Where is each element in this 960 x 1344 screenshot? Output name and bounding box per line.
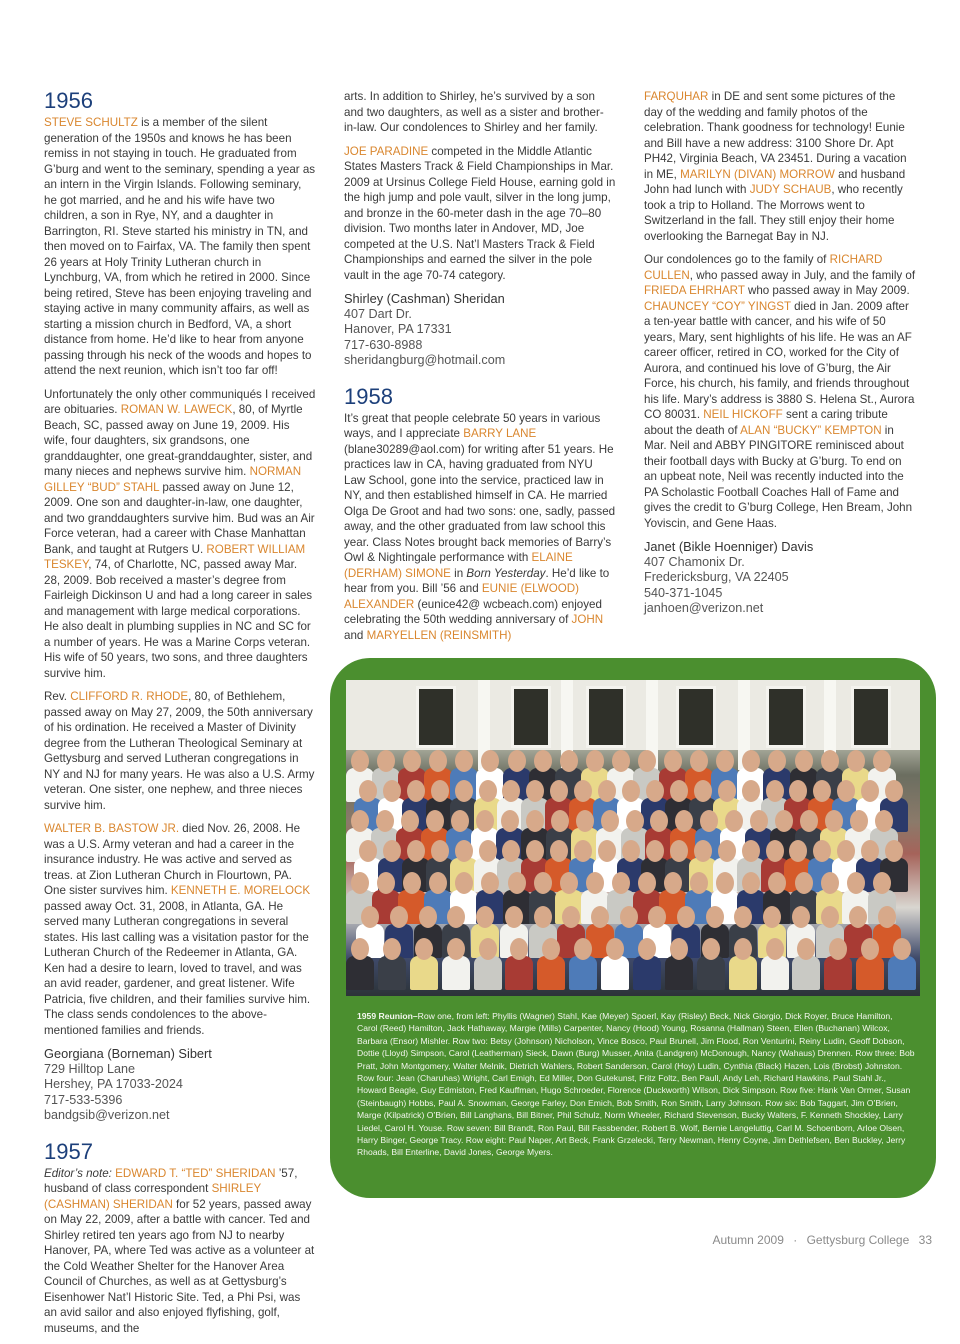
photo-person-head bbox=[873, 750, 891, 772]
text-segment: competed in the Middle Atlantic States Masters Track & Field Championships in Mar. 2009 at Ursinus College Field House, earning gold in the high jump and pole vault, silver in the long jump, and bronze in the 60-meter dash in the age 70–80 division. Two months later in Andover, MD, Joe competed at the U.S. Nat’l Masters Track & Field Championships and earned the silver in the pole vault in the age 70-74 category. bbox=[344, 144, 616, 282]
photo-person-head bbox=[612, 750, 630, 772]
photo-person bbox=[346, 956, 374, 990]
photo-window bbox=[851, 686, 891, 748]
photo-person-head bbox=[574, 938, 592, 960]
photo-person-head bbox=[359, 780, 377, 802]
photo-person-head bbox=[750, 810, 768, 832]
text-segment: and husband John had lunch with bbox=[644, 167, 906, 196]
person-name: FARQUHAR bbox=[644, 90, 709, 103]
photo-person-head bbox=[792, 906, 810, 928]
photo-person-head bbox=[407, 840, 425, 862]
page-footer bbox=[706, 1233, 932, 1247]
text-segment: , who recently took a trip to Holland. The Morrows went to Switzerland in the fall. They still enjoy their home overlooking the Barnegat Bay in NJ. bbox=[644, 183, 903, 243]
photo-person-head bbox=[675, 810, 693, 832]
photo-window bbox=[416, 686, 456, 748]
person-name: MARYELLEN (REINSMITH) bbox=[366, 628, 512, 642]
text-segment: ’57, husband of class correspondent bbox=[44, 1166, 298, 1196]
person-name: ELAINE (DERHAM) SIMONE bbox=[344, 551, 573, 580]
photo-person-head bbox=[476, 906, 494, 928]
photo-person-head bbox=[586, 750, 604, 772]
correspondent-phone: 717-630-8988 bbox=[344, 337, 423, 352]
photo-person-head bbox=[429, 872, 447, 894]
photo-person-head bbox=[505, 906, 523, 928]
person-name: JOE PARADINE bbox=[344, 144, 429, 158]
photo-person-head bbox=[700, 810, 718, 832]
photo-person-head bbox=[534, 750, 552, 772]
photo-person-head bbox=[638, 938, 656, 960]
photo-person-head bbox=[591, 906, 609, 928]
person-name: RICHARD CULLEN bbox=[644, 253, 883, 282]
photo-person-head bbox=[560, 872, 578, 894]
photo-person-head bbox=[694, 780, 712, 802]
text-segment: . He’d like to hear from you. Bill ’56 and bbox=[344, 566, 610, 596]
photo-person-head bbox=[670, 840, 688, 862]
correspondent-street: 729 Hilltop Lane bbox=[44, 1061, 136, 1076]
photo-person-head bbox=[690, 750, 708, 772]
person-name: SHIRLEY (CASHMAN) SHERIDAN bbox=[44, 1182, 261, 1211]
photo-person-head bbox=[716, 872, 734, 894]
photo-person-head bbox=[646, 780, 664, 802]
photo-person-head bbox=[376, 810, 394, 832]
person-name: STEVE SCHULTZ bbox=[44, 116, 138, 129]
photo-person-head bbox=[479, 840, 497, 862]
photo-person-head bbox=[415, 938, 433, 960]
correspondent-email[interactable]: sheridangburg@hotmail.com bbox=[344, 353, 506, 368]
text-segment: sent a caring tribute about the death of bbox=[644, 408, 888, 437]
photo-person-head bbox=[821, 872, 839, 894]
photo-person-head bbox=[351, 810, 369, 832]
photo-person-head bbox=[638, 750, 656, 772]
person-name: NEIL HICKOFF bbox=[703, 408, 783, 421]
photo-person bbox=[856, 956, 884, 990]
photo-person bbox=[410, 956, 438, 990]
photo-person bbox=[888, 956, 916, 990]
photo-person-head bbox=[813, 840, 831, 862]
photo-person-head bbox=[850, 810, 868, 832]
photo-person-head bbox=[861, 780, 879, 802]
photo-person-head bbox=[510, 938, 528, 960]
photo-person-head bbox=[534, 872, 552, 894]
photo-person-head bbox=[419, 906, 437, 928]
column-3 bbox=[644, 89, 916, 627]
correspondent-city: Hanover, PA 17331 bbox=[344, 322, 452, 337]
person-name: NORMAN GILLEY “BUD” STAHL bbox=[44, 465, 302, 494]
text-segment: died Nov. 26, 2008. He was a U.S. Army veteran and had a career in the insurance industry. He was active and served as treas. at Zion Lutheran Church in Flourtown, PA. One sister survives him. bbox=[44, 822, 301, 897]
photo-person-head bbox=[664, 750, 682, 772]
photo-person-head bbox=[766, 780, 784, 802]
text-segment: , who passed away in July, and the family of bbox=[689, 268, 916, 282]
footer-publication: Gettysburg College bbox=[806, 1233, 910, 1247]
photo-person-head bbox=[664, 872, 682, 894]
caption-heading: 1959 Reunion– bbox=[357, 1011, 418, 1021]
photo-person-head bbox=[706, 906, 724, 928]
person-name: EUNIE (ELWOOD) ALEXANDER bbox=[344, 582, 579, 611]
text-segment: in DE and sent some pictures of the day of the wedding and family photos of the celebration. Thank goodness for technology! Eunie and Bill have a new address: 3100 Shore Dr. Apt PH42, Virginia Beach, VA 23451. During a vacation in ME, bbox=[644, 90, 907, 181]
paragraph bbox=[44, 689, 316, 813]
person-name: BARRY LANE bbox=[463, 427, 537, 441]
text-segment: , 74, of Charlotte, NC, passed away Mar. 28, 2009. Bob received a master’s degree from Fairleigh Dickinson U and had a long career in sales and management with large medical corporations. He also dealt in plumbing supplies in NC and SC for a number of years. He was a Marine Corps veteran. His wife of 50 years, two sons, and three daughters survive him. bbox=[44, 558, 313, 680]
person-name: ALAN “BUCKY” KEMPTON bbox=[740, 423, 882, 437]
photo-person-head bbox=[455, 840, 473, 862]
photo-person bbox=[633, 956, 661, 990]
column-2 bbox=[344, 89, 616, 651]
paragraph bbox=[44, 115, 316, 379]
photo-person-head bbox=[873, 872, 891, 894]
photo-person-head bbox=[829, 938, 847, 960]
photo-person-head bbox=[742, 840, 760, 862]
footer-issue: Autumn 2009 bbox=[712, 1233, 784, 1247]
photo-person-head bbox=[825, 810, 843, 832]
photo-person-head bbox=[690, 872, 708, 894]
person-name: EDWARD T. “TED” SHERIDAN bbox=[115, 1166, 276, 1180]
text-segment: in Mar. Neil and ABBY PINGITORE reminisced about their football days with Bucky at G’burg. To end on an upbeat note, Neil was recently inducted into the PA Scholastic Football Coaches Hall of Fame and gives the credit to G’burg College, Hen Bream, John Yoviscin, and Gene Haas. bbox=[644, 423, 913, 530]
correspondent-contact bbox=[644, 539, 916, 617]
photo-person-head bbox=[718, 780, 736, 802]
photo-person-head bbox=[351, 750, 369, 772]
year-heading-1958: 1958 bbox=[344, 383, 393, 409]
photo-person-head bbox=[875, 810, 893, 832]
photo-person-head bbox=[550, 780, 568, 802]
text-segment: (blane30289@aol.com) for writing after 51 years. He practices law in CA, having graduated from NYU Law School, gone into the service, practiced law in NY, and then established himself in CA. He married Olga De Groot and had two sons: one, sadly, passed away, and the other graduated from law school this year. Class Notes brought back memories of Barry’s Owl & Nightingale performance with bbox=[344, 442, 616, 565]
photo-person-head bbox=[550, 840, 568, 862]
photo-window bbox=[676, 686, 716, 748]
person-name: FRIEDA EHRHART bbox=[644, 284, 745, 297]
photo-person-head bbox=[861, 938, 879, 960]
text-segment: Our condolences go to the family of bbox=[644, 253, 830, 266]
photo-person-head bbox=[878, 906, 896, 928]
photo-person-head bbox=[403, 750, 421, 772]
photo-person-head bbox=[821, 906, 839, 928]
correspondent-email[interactable]: janhoen@verizon.net bbox=[644, 601, 764, 616]
photo-person-head bbox=[795, 872, 813, 894]
photo-person-head bbox=[526, 840, 544, 862]
photo-person-head bbox=[734, 938, 752, 960]
photo-person-head bbox=[677, 906, 695, 928]
photo-person-head bbox=[383, 840, 401, 862]
person-name: WALTER B. BASTOW JR. bbox=[44, 822, 180, 835]
photo-person-head bbox=[598, 840, 616, 862]
photo-person-head bbox=[426, 810, 444, 832]
correspondent-name: Georgiana (Borneman) Sibert bbox=[44, 1046, 212, 1061]
photo-caption bbox=[357, 1010, 915, 1159]
photo-person-head bbox=[351, 872, 369, 894]
caption-body: Row one, from left: Phyllis (Wagner) Stahl, Kae (Meyer) Spoerl, Kay (Risley) Beck, Nick Giorgio, Dick Royer, Bruce Hamilton, Carol (Reed) Hamilton, Jack Hathaway, Margie (Mills) Carpenter, Nancy (Hood) Young, Rosanna (Hallman) Steen, Ellen (Buchanan) Wilcox, Barbara (Ensor) Mishler. Row two: Betsy (Johnson) Nicholson, Vince Bosco, Paul Brunell, Jim Flood, Ron Venturini, Reiny Ludin, Geoff Dobson, Dottie (Lloyd) Simpson, Carol (Leatherman) Sieck, Dawn (Burg) Musser, Anita (Landgren) McDonough, Nancy (Wahaus) Drennen. Row three: Bob Pratt, John Montgomery, Walter Melnik, Dietrich Wahlers, Robert Sanderson, Carol (Hoy) Ludin, Cynthia (Black) Hazen, Lois (Brobst) Johnston. Row four: Jean (Charuhas) Wright, Carl Emigh, Ed Miller, Don Gutekunst, Fritz Foltz, Ben Paull, Andy Leh, Richard Hawkins, Paul Stahl Jr., Howard Beagle, Guy Edmiston, Fred Kauffman, Hugo Schroeder, Florence (Duckworth) Wilson, Dick Simpson. Row five: Hank Van Ormer, Susan (Steinbaugh) Hobbs, Paul A. Snowman, George Farley, Don Emich, Bob Smith, Ron Smith, Larry Johnson. Row six: Bob Taggart, Jim O’Brien, Marge (Kilpatrick) O’Brien, Bill Langhans, Bill Bitner, Phil Schulz, Norm Wheeler, Richard Stevenson, Bucky Walters, F. Kenneth Shockley, Larry Liedel, Carol H. Youse. Row seven: Bill Brandt, Ron Paul, Bill Fassbender, Robert B. Wolf, Bernie Langeluttig, Carl M. Schoenborn, Arloe Olsen, Harry Binger, George Tracy. Row eight: Paul Naper, Art Beck, Frank Grzelecki, Terry Newman, Henry Coyne, Jim Dethlefsen, Ben Buckley, Jerry Rhoads, Bill Enterline, David Jones, George Myers. bbox=[357, 1011, 915, 1158]
reunion-group-photo bbox=[346, 680, 920, 996]
correspondent-phone: 540-371-1045 bbox=[644, 585, 723, 600]
photo-person-head bbox=[849, 906, 867, 928]
person-name: CLIFFORD R. RHODE bbox=[70, 690, 189, 703]
correspondent-phone: 717-533-5396 bbox=[44, 1092, 123, 1107]
photo-person bbox=[761, 956, 789, 990]
photo-person-head bbox=[885, 780, 903, 802]
photo-person-head bbox=[766, 938, 784, 960]
photo-person-head bbox=[534, 906, 552, 928]
photo-person-head bbox=[742, 780, 760, 802]
photo-person-head bbox=[407, 780, 425, 802]
correspondent-name: Janet (Bikle Hoenniger) Davis bbox=[644, 539, 814, 554]
text-segment: Born Yesterday bbox=[466, 566, 546, 580]
photo-person-head bbox=[620, 906, 638, 928]
photo-person-head bbox=[383, 780, 401, 802]
paragraph bbox=[344, 144, 616, 284]
photo-person bbox=[442, 956, 470, 990]
photo-person-head bbox=[612, 872, 630, 894]
person-name: CHAUNCEY “COY” YINGST bbox=[644, 299, 791, 313]
photo-person-head bbox=[551, 810, 569, 832]
photo-person-head bbox=[650, 810, 668, 832]
person-name: MARILYN (DIVAN) MORROW bbox=[680, 167, 835, 181]
paragraph bbox=[44, 821, 316, 1038]
paragraph bbox=[644, 252, 916, 531]
text-segment: passed away Oct. 31, 2008, in Atlanta, GA. He served many Lutheran congregations in several states. His last calling was a visitation pastor for the Lutheran Church of the Redeemer in Atlanta, GA. Ken had a desire to learn, loved to travel, and was an avid reader, gardener, and great listener. Wife Patricia, five children, and their families survive him. The class sends condolences to the above-mentioned families and friends. bbox=[44, 899, 311, 1037]
photo-person-head bbox=[351, 938, 369, 960]
photo-person-head bbox=[502, 840, 520, 862]
photo-building bbox=[346, 680, 920, 750]
photo-person-head bbox=[429, 750, 447, 772]
photo-person-head bbox=[361, 906, 379, 928]
photo-person bbox=[569, 956, 597, 990]
photo-person-head bbox=[606, 938, 624, 960]
photo-person-head bbox=[742, 872, 760, 894]
paragraph bbox=[44, 387, 316, 682]
photo-person-head bbox=[451, 810, 469, 832]
photo-person-head bbox=[598, 780, 616, 802]
photo-person-head bbox=[390, 906, 408, 928]
paragraph bbox=[344, 411, 616, 644]
photo-window bbox=[586, 686, 626, 748]
photo-person-head bbox=[526, 780, 544, 802]
photo-person-head bbox=[481, 872, 499, 894]
year-heading-1956: 1956 bbox=[44, 88, 93, 113]
photo-person bbox=[378, 956, 406, 990]
photo-person-head bbox=[431, 780, 449, 802]
correspondent-contact bbox=[44, 1046, 316, 1124]
photo-person-head bbox=[885, 840, 903, 862]
photo-window bbox=[511, 686, 551, 748]
photo-person-head bbox=[508, 750, 526, 772]
person-name: JUDY SCHAUB bbox=[749, 183, 832, 196]
photo-person-head bbox=[821, 750, 839, 772]
photo-person-head bbox=[479, 780, 497, 802]
photo-person-head bbox=[837, 780, 855, 802]
photo-person-head bbox=[797, 938, 815, 960]
photo-person-head bbox=[403, 872, 421, 894]
photo-person bbox=[697, 956, 725, 990]
text-segment: passed away on June 12, 2009. One son and daughter-in-law, one daughter, and two granddaughters survive him. Bud was an Air Force veteran, had a career with Chase Manhattan Bank, and taught at Rutgers U. bbox=[44, 480, 315, 556]
photo-person-head bbox=[813, 780, 831, 802]
photo-person-head bbox=[447, 906, 465, 928]
photo-person-head bbox=[455, 872, 473, 894]
text-segment: is a member of the silent generation of the 1950s and knows he has been remiss in not staying in touch. He graduated from G’burg and went to the seminary, spending a year as an intern in the Virgin Islands. Following seminary, he got married, and he and his wife have two children, a son in Rye, NY, and a daughter in Barrington, RI. Steve started his ministry in TN, and then moved on to Fairfax, VA. The family then spent 26 years at Holy Trinity Lutheran church in Lynchburg, VA, from which he retired in 2000. Since being retired, Steve has been enjoying traveling and staying active in many community affairs, as well as starting a mission church in Bedford, VA, a short distance from home. He’d like to hear from anyone passing through his neck of the woods and hopes to attend the next reunion, which isn’t too far off! bbox=[44, 116, 316, 377]
column-1 bbox=[44, 89, 316, 1344]
text-segment: died in Jan. 2009 after a ten-year battle with cancer, and his wife of 50 years, Mary, sent highlights of his life. He was an AF career officer, retired in CO, worked for the City of Aurora, and continued his love of G’burg, the Air Force, his church, his family, and friends throughout his life. Mary’s address is 3880 S. Helena St., Aurora CO 80031. bbox=[644, 299, 915, 421]
photo-person-head bbox=[574, 780, 592, 802]
photo-person-head bbox=[800, 810, 818, 832]
photo-person-head bbox=[542, 938, 560, 960]
photo-person bbox=[824, 956, 852, 990]
year-heading-1957: 1957 bbox=[44, 1138, 93, 1164]
text-segment: in bbox=[450, 566, 467, 580]
photo-person-head bbox=[586, 872, 604, 894]
photo-person-head bbox=[775, 810, 793, 832]
photo-person-head bbox=[377, 872, 395, 894]
photo-person bbox=[537, 956, 565, 990]
photo-person-head bbox=[508, 872, 526, 894]
text-segment: for 52 years, passed away on May 22, 2009, after a battle with cancer. Ted and Shirley retired ten years ago from NJ to nearby Hanover, PA, where Ted was active as a volunteer at the Cold Weather Shelter for the Hanover Area Council of Churches, as well as at Gettysburg’s Eisenhower Nat’l Historic Site. Ted, a Phi Psi, was an avid sailor and also enjoyed flyfishing, golf, museums, and the bbox=[44, 1197, 315, 1335]
photo-person-head bbox=[763, 906, 781, 928]
photo-person-head bbox=[768, 750, 786, 772]
photo-person-head bbox=[646, 840, 664, 862]
photo-person-head bbox=[768, 872, 786, 894]
correspondent-city: Hershey, PA 17033-2024 bbox=[44, 1077, 183, 1092]
photo-person-head bbox=[789, 840, 807, 862]
photo-person-head bbox=[383, 938, 401, 960]
person-name: ROMAN W. LAWECK bbox=[120, 403, 233, 416]
correspondent-street: 407 Chamonix Dr. bbox=[644, 554, 745, 569]
correspondent-contact bbox=[344, 291, 616, 369]
photo-person bbox=[665, 956, 693, 990]
photo-person-head bbox=[789, 780, 807, 802]
correspondent-email[interactable]: bandgsib@verizon.net bbox=[44, 1108, 170, 1123]
correspondent-city: Fredericksburg, VA 22405 bbox=[644, 570, 789, 585]
text-segment: , 80, of Myrtle Beach, SC, passed away on June 19, 2009. His wife, four daughters, six grandsons, one granddaughter, one great-granddaughter, sister, and many nieces and nephews survive him. bbox=[44, 403, 313, 478]
photo-person-head bbox=[893, 938, 911, 960]
photo-person-head bbox=[847, 872, 865, 894]
paragraph: arts. In addition to Shirley, he’s survived by a son and two daughters, as well as a sister and brother-in-law. Our condolences to Shirley and her family. bbox=[344, 90, 604, 134]
person-name: KENNETH E. MORELOCK bbox=[170, 884, 311, 897]
photo-person-head bbox=[622, 840, 640, 862]
photo-person-head bbox=[359, 840, 377, 862]
photo-person-head bbox=[716, 750, 734, 772]
photo-person-head bbox=[431, 840, 449, 862]
photo-person-head bbox=[401, 810, 419, 832]
photo-person-head bbox=[702, 938, 720, 960]
photo-person-head bbox=[766, 840, 784, 862]
photo-person-head bbox=[560, 750, 578, 772]
photo-person-head bbox=[670, 780, 688, 802]
footer-separator: · bbox=[793, 1233, 798, 1247]
page-number: 33 bbox=[918, 1233, 932, 1247]
photo-person-head bbox=[481, 750, 499, 772]
text-segment: (eunice42@ wcbeach.com) enjoyed celebrating the 50th wedding anniversary of bbox=[344, 597, 602, 627]
photo-person bbox=[601, 956, 629, 990]
photo-person-head bbox=[694, 840, 712, 862]
photo-person-head bbox=[734, 906, 752, 928]
photo-person-head bbox=[638, 872, 656, 894]
photo-person-head bbox=[447, 938, 465, 960]
photo-person-head bbox=[479, 938, 497, 960]
photo-person-head bbox=[626, 810, 644, 832]
photo-person-head bbox=[718, 840, 736, 862]
text-segment: Rev. bbox=[44, 690, 71, 703]
photo-person-head bbox=[847, 750, 865, 772]
text-segment: who passed away in May 2009. bbox=[744, 284, 910, 297]
photo-person-head bbox=[601, 810, 619, 832]
photo-person-head bbox=[648, 906, 666, 928]
paragraph bbox=[644, 89, 916, 244]
correspondent-street: 407 Dart Dr. bbox=[344, 306, 412, 321]
correspondent-name: Shirley (Cashman) Sheridan bbox=[344, 291, 505, 306]
photo-person bbox=[792, 956, 820, 990]
person-name: ROBERT WILLIAM TESKEY bbox=[44, 542, 306, 571]
photo-person-head bbox=[526, 810, 544, 832]
paragraph bbox=[44, 1166, 316, 1337]
photo-person-head bbox=[576, 810, 594, 832]
text-segment: and bbox=[344, 628, 367, 642]
text-segment: , 80, of Bethlehem, passed away on May 27, 2009, the 50th anniversary of his ordination. He received a Master of Divinity degree from the Lutheran Theological Seminary at Gettysburg and served Lutheran congregations in NY and NJ for many years. He was also a U.S. Army veteran. One sister, one nephew, and three nieces survive him. bbox=[44, 690, 315, 812]
photo-person bbox=[474, 956, 502, 990]
photo-person bbox=[729, 956, 757, 990]
photo-person-head bbox=[501, 810, 519, 832]
photo-person-head bbox=[502, 780, 520, 802]
photo-person-head bbox=[622, 780, 640, 802]
photo-window bbox=[766, 686, 806, 748]
photo-person-head bbox=[795, 750, 813, 772]
photo-person-head bbox=[562, 906, 580, 928]
text-segment: Unfortunately the only other communiqués I received are obituaries. bbox=[44, 387, 316, 416]
photo-person-head bbox=[742, 750, 760, 772]
person-name: JOHN bbox=[571, 613, 604, 627]
photo-person-head bbox=[377, 750, 395, 772]
photo-person-head bbox=[455, 780, 473, 802]
photo-person-head bbox=[725, 810, 743, 832]
photo-person-head bbox=[861, 840, 879, 862]
text-segment: It’s great that people celebrate 50 years in various ways, and I appreciate bbox=[344, 411, 601, 441]
photo-person-head bbox=[574, 840, 592, 862]
photo-person-head bbox=[837, 840, 855, 862]
photo-person-head bbox=[670, 938, 688, 960]
photo-person-head bbox=[476, 810, 494, 832]
text-segment: Editor’s note: bbox=[44, 1166, 116, 1180]
photo-person-head bbox=[455, 750, 473, 772]
photo-person bbox=[505, 956, 533, 990]
